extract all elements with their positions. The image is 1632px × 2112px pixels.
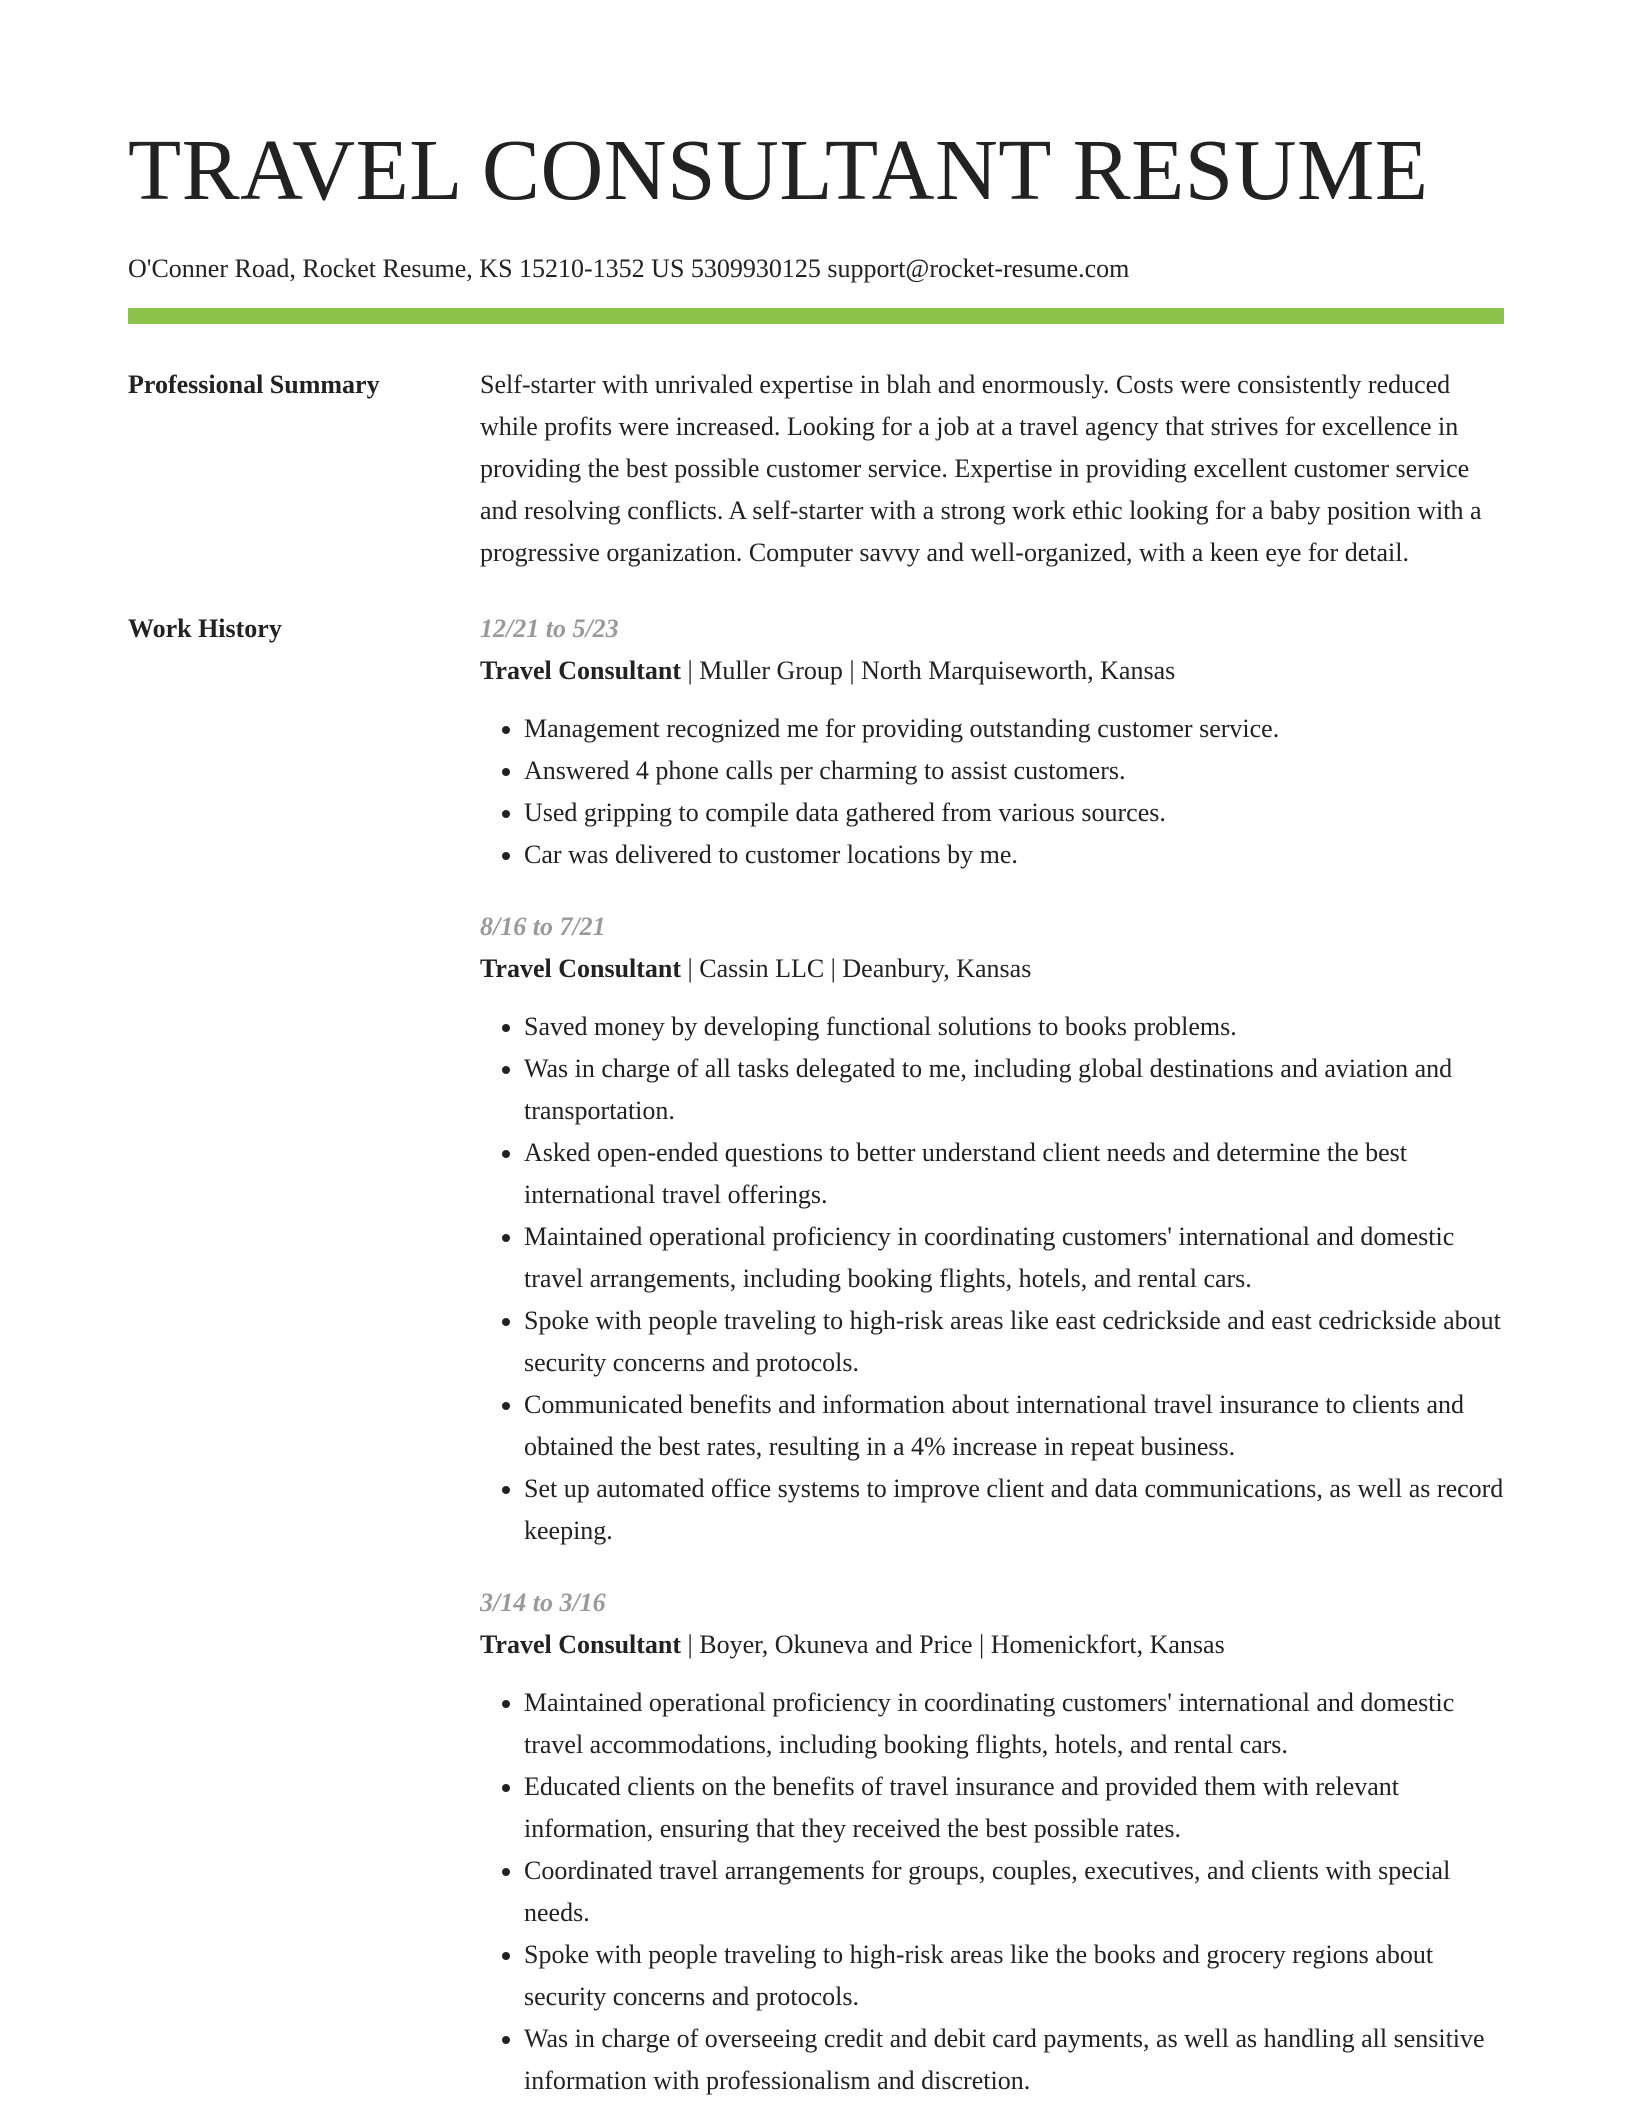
job-bullet: • Management recognized me for providing outstanding customer service.	[524, 708, 1504, 750]
summary-body	[480, 364, 1504, 574]
job-dates: 12/21 to 5/23	[480, 614, 619, 643]
section-heading-summary: Professional Summary	[128, 370, 380, 399]
work-history-section	[128, 608, 1504, 2102]
job-bullet: • Communicated benefits and information about international travel insurance to clients and obtained the best rates, resulting in a 4% increase in repeat business.	[524, 1384, 1504, 1468]
job-bullet-list	[480, 1682, 1504, 2102]
professional-summary-section	[128, 364, 1504, 574]
job-heading	[480, 650, 1504, 692]
job-bullet: • Maintained operational proficiency in coordinating customers' international and domestic travel accommodations, including booking flights, hotels, and rental cars.	[524, 1682, 1504, 1766]
header-divider	[128, 308, 1504, 324]
job-bullet: • Answered 4 phone calls per charming to assist customers.	[524, 750, 1504, 792]
job-bullet: • Asked open-ended questions to better understand client needs and determine the best international travel offerings.	[524, 1132, 1504, 1216]
job-bullet: • Spoke with people traveling to high-risk areas like east cedrickside and east cedrickside about security concerns and protocols.	[524, 1300, 1504, 1384]
job-entry	[480, 1582, 1504, 2102]
job-bullet: • Used gripping to compile data gathered from various sources.	[524, 792, 1504, 834]
job-bullet-list	[480, 708, 1504, 876]
job-bullet: • Saved money by developing functional solutions to books problems.	[524, 1006, 1504, 1048]
section-heading-work-history: Work History	[128, 614, 282, 643]
job-bullet: • Maintained operational proficiency in coordinating customers' international and domestic travel arrangements, including booking flights, hotels, and rental cars.	[524, 1216, 1504, 1300]
work-history-body	[480, 608, 1504, 2102]
job-heading	[480, 1624, 1504, 1666]
job-dates: 3/14 to 3/16	[480, 1588, 606, 1617]
job-title: Travel Consultant	[480, 1630, 682, 1659]
job-entry	[480, 608, 1504, 876]
resume-title: TRAVEL CONSULTANT RESUME	[128, 121, 1429, 218]
job-details: | Muller Group | North Marquiseworth, Kansas	[681, 656, 1176, 685]
job-bullet: • Was in charge of overseeing credit and debit card payments, as well as handling all sensitive information with professionalism and discretion.	[524, 2018, 1504, 2102]
job-bullet: • Educated clients on the benefits of travel insurance and provided them with relevant information, ensuring that they received the best possible rates.	[524, 1766, 1504, 1850]
job-details: | Boyer, Okuneva and Price | Homenickfort, Kansas	[681, 1630, 1225, 1659]
job-bullet-list	[480, 1006, 1504, 1552]
job-bullet: • Car was delivered to customer locations by me.	[524, 834, 1504, 876]
summary-text: Self-starter with unrivaled expertise in blah and enormously. Costs were consistently reduced while profits were increased. Looking for a job at a travel agency that strives for excellence in providing the best possible customer service. Expertise in providing excellent customer service and resolving conflicts. A self-starter with a strong work ethic looking for a baby position with a progressive organization. Computer savvy and well-organized, with a keen eye for detail.	[480, 370, 1482, 567]
contact-info: O'Conner Road, Rocket Resume, KS 15210-1352 US 5309930125 support@rocket-resume.com	[128, 254, 1130, 283]
job-title: Travel Consultant	[480, 954, 682, 983]
job-title: Travel Consultant	[480, 656, 682, 685]
job-bullet: • Was in charge of all tasks delegated to me, including global destinations and aviation and transportation.	[524, 1048, 1504, 1132]
job-dates: 8/16 to 7/21	[480, 912, 606, 941]
resume-page	[128, 0, 1504, 2102]
job-details: | Cassin LLC | Deanbury, Kansas	[681, 954, 1032, 983]
job-heading	[480, 948, 1504, 990]
job-entry	[480, 906, 1504, 1552]
job-bullet: • Spoke with people traveling to high-risk areas like the books and grocery regions about security concerns and protocols.	[524, 1934, 1504, 2018]
job-bullet: • Coordinated travel arrangements for groups, couples, executives, and clients with special needs.	[524, 1850, 1504, 1934]
job-bullet: • Set up automated office systems to improve client and data communications, as well as record keeping.	[524, 1468, 1504, 1552]
